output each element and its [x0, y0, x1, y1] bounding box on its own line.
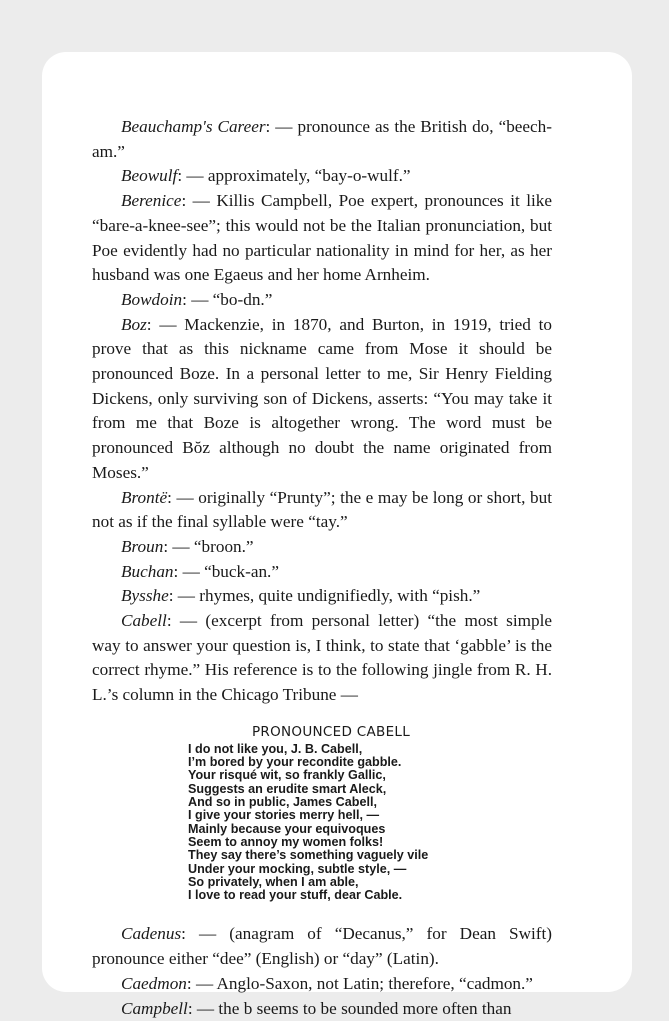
entry-term: Boz	[121, 314, 147, 334]
entry-text: : — Mackenzie, in 1870, and Burton, in 1919, tried to prove that as this nickname came from Mose it should be pronounced Boze. In a personal letter to me, Sir Henry Fielding Dickens, only surviving son of Dickens, asserts: “You may take it from me that Boze is altogether wrong. The word must be pronounced Bŏz although no doubt the name originated from Moses.”	[92, 314, 552, 482]
entry-text: : — Anglo-Saxon, not Latin; therefore, “cadmon.”	[186, 973, 533, 993]
poem-line: Suggests an erudite smart Aleck,	[188, 781, 387, 796]
entry-berenice	[92, 189, 552, 288]
entry-text: : — “bo-dn.”	[182, 289, 273, 309]
entries-before	[92, 115, 552, 708]
poem-lines	[188, 743, 552, 903]
poem-line: Mainly because your equivoques	[188, 821, 386, 836]
entry-text: : — Killis Campbell, Poe expert, pronounces it like “bare-a-knee-see”; this would not be the Italian pronunciation, but Poe evidently had no particular nationality in mind for her, as her husband was one Egaeus and her home Arnheim.	[92, 191, 552, 285]
entry-text: : — “broon.”	[163, 536, 254, 556]
entry-text: : — originally “Prunty”; the e may be long or short, but not as if the final syllable were “tay.”	[92, 487, 552, 532]
entry-term: Buchan	[121, 561, 174, 581]
entry-cabell	[92, 609, 552, 708]
poem-line: Your risqué wit, so frankly Gallic,	[188, 768, 386, 783]
poem-line: I love to read your stuff, dear Cable.	[188, 888, 403, 903]
entry-beowulf	[92, 164, 552, 189]
poem-title: PRONOUNCED CABELL	[251, 723, 411, 740]
entries-after	[92, 922, 552, 1021]
poem-line: Seem to annoy my women folks!	[188, 834, 384, 849]
entry-buchan	[92, 560, 552, 585]
entry-term: Cabell	[121, 611, 167, 631]
poem-line: And so in public, James Cabell,	[188, 795, 377, 810]
entry-text: : — pronounce as the British do, “beech-am.”	[92, 117, 552, 161]
entry-term: Berenice	[121, 191, 182, 211]
poem	[92, 722, 552, 903]
entry-text: : — approximately, “bay-o-wulf.”	[177, 166, 411, 186]
poem-line: I’m bored by your recondite gabble.	[188, 755, 402, 770]
entry-campbell	[92, 997, 552, 1021]
entry-term: Bysshe	[121, 586, 169, 606]
entry-cadenus	[92, 922, 552, 971]
poem-line: They say there’s something vaguely vile	[188, 848, 429, 863]
entry-term: Beowulf	[121, 166, 178, 186]
entry-term: Brontë	[121, 487, 168, 507]
entry-bysshe	[92, 584, 552, 609]
entry-boz	[92, 313, 552, 486]
document-body	[92, 115, 552, 1021]
poem-line: I give your stories merry hell, —	[188, 808, 380, 823]
entry-term: Bowdoin	[121, 289, 183, 309]
entry-text: : — the b seems to be sounded more often than	[187, 998, 512, 1018]
poem-line: Under your mocking, subtle style, —	[188, 861, 407, 876]
entry-term: Caedmon	[121, 973, 187, 993]
entry-bronte	[92, 486, 552, 535]
entry-term: Cadenus	[121, 924, 182, 944]
entry-caedmon	[92, 972, 552, 997]
poem-line: So privately, when I am able,	[188, 874, 359, 889]
entry-text: : — rhymes, quite undignifiedly, with “pish.”	[168, 586, 481, 606]
entry-bowdoin	[92, 288, 552, 313]
entry-broun	[92, 535, 552, 560]
entry-term: Beauchamp's Career	[121, 117, 266, 136]
entry-text: : — (excerpt from personal letter) “the most simple way to answer your question is, I think, to state that ‘gabble’ is the correct rhyme.” His reference is to the following jingle from R. H. L.’s column in the Chicago Tribune —	[92, 611, 552, 705]
entry-term: Campbell	[121, 998, 188, 1018]
poem-line: I do not like you, J. B. Cabell,	[188, 741, 363, 756]
entry-beauchamps-career	[92, 115, 552, 164]
entry-text: : — (anagram of “Decanus,” for Dean Swift) pronounce either “dee” (English) or “day” (Latin).	[92, 924, 552, 969]
entry-text: : — “buck-an.”	[173, 561, 279, 581]
entry-term: Broun	[121, 536, 164, 556]
